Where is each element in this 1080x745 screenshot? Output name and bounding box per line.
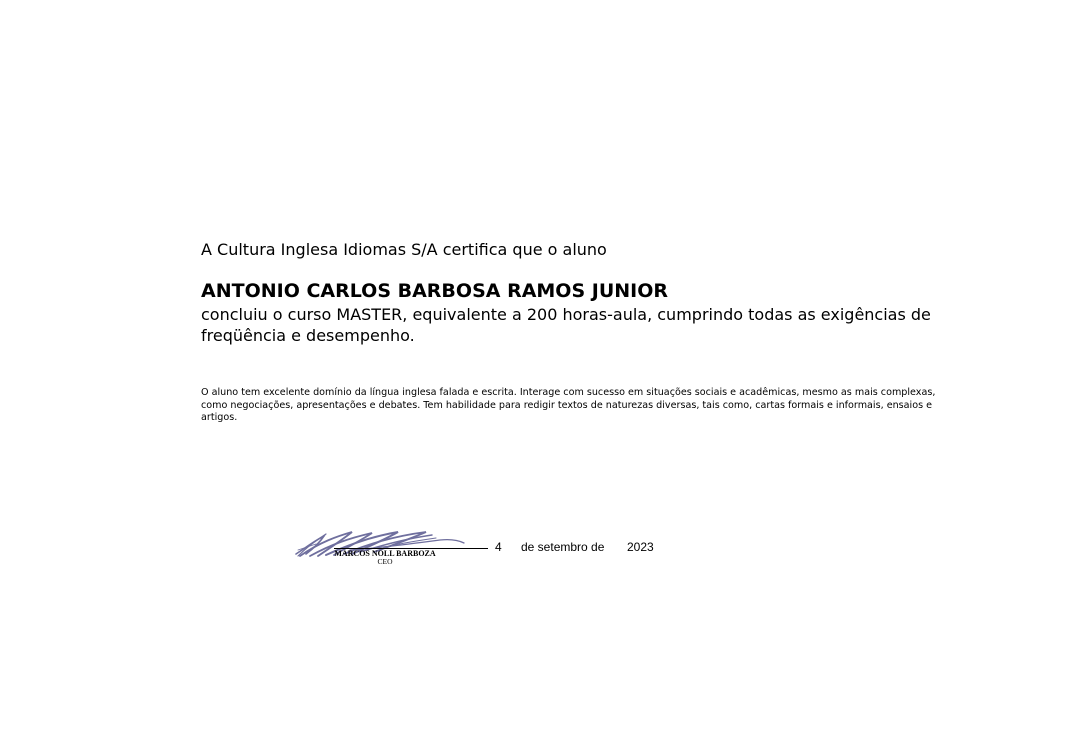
course-completion-text: concluiu o curso MASTER, equivalente a 200 horas-aula, cumprindo todas as exigências de freqüência e desempenho. bbox=[201, 305, 931, 345]
date-year: 2023 bbox=[627, 540, 654, 554]
signature-block bbox=[290, 526, 500, 574]
signer-name: MARCOS NOLL BARBOZA bbox=[334, 549, 436, 558]
student-name: ANTONIO CARLOS BARBOSA RAMOS JUNIOR bbox=[201, 280, 669, 302]
proficiency-description: O aluno tem excelente domínio da língua inglesa falada e escrita. Interage com sucesso em situações sociais e acadêmicas, mesmo as mais complexas, como negociações, apresentações e debates. Tem habilidade para redigir textos de naturezas diversas, tais como, cartas formais e informais, ensaios e artigos. bbox=[201, 387, 936, 424]
signer-role: CEO bbox=[377, 557, 393, 566]
certificate-intro: A Cultura Inglesa Idiomas S/A certifica que o aluno bbox=[201, 240, 607, 259]
date-day: 4 bbox=[495, 540, 502, 554]
date-month-phrase: de setembro de bbox=[521, 540, 605, 554]
